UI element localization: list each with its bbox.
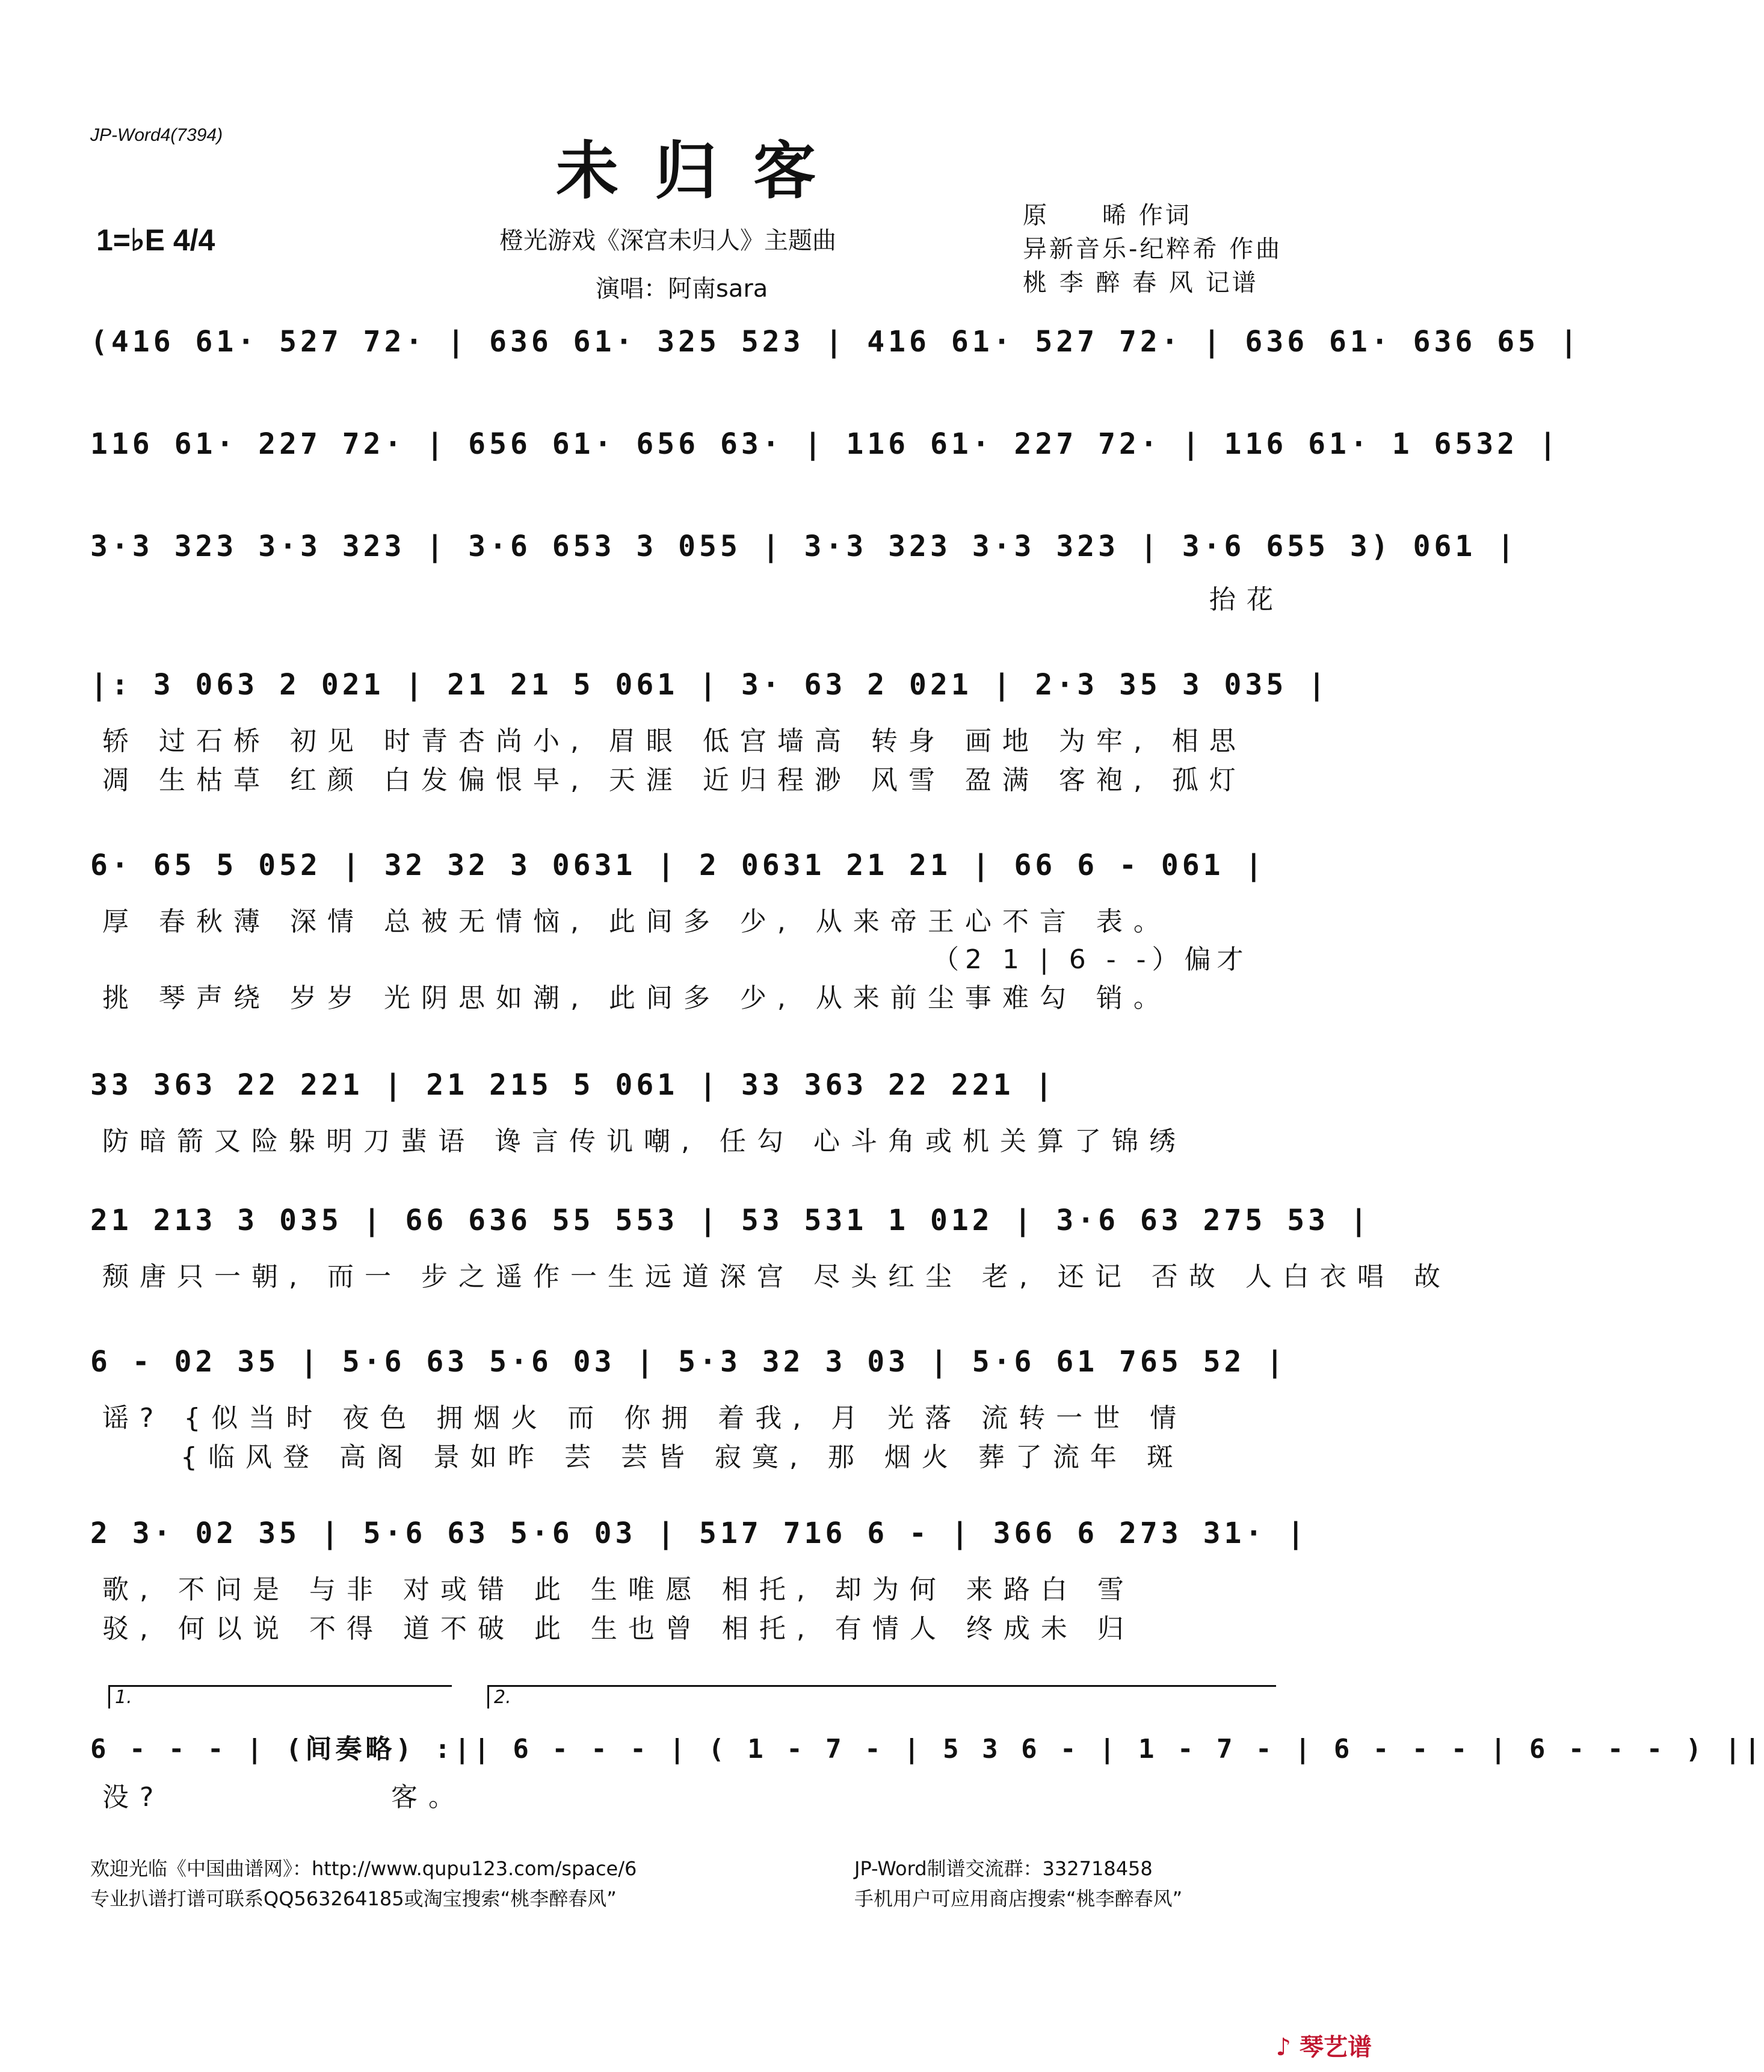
notation-line: 3·3 323 3·3 323 | 3·6 653 3 055 | 3·3 323 3·3 323 | 3·6 655 3) 061 | <box>90 530 1519 563</box>
footer-website: 欢迎光临《中国曲谱网》：http://www.qupu123.com/space/6 <box>90 1857 637 1880</box>
song-subtitle: 橙光游戏《深宫未归人》主题曲 <box>499 227 836 255</box>
notation-line: 33 363 22 221 | 21 215 5 061 | 33 363 22 221 | <box>90 1068 1056 1102</box>
lyric-line-verse-2: {临风登 高阁 景如昨 芸 芸皆 寂寞, 那 烟火 葬了流年 斑 <box>180 1442 1184 1473</box>
lyric-line-verse-1: 谣? {似当时 夜色 拥烟火 而 你拥 着我, 月 光落 流转一世 情 <box>102 1403 1188 1433</box>
notation-line: 6 - - - | (间奏略) :|| 6 - - - | ( 1 - 7 - | 5 3 6 - | 1 - 7 - | 6 - - - | 6 - - - ) || <box>90 1734 1764 1764</box>
brand-logo <box>1276 2028 1372 2062</box>
software-version: JP-Word4(7394) <box>90 125 223 145</box>
transcriber-credit: 桃 李 醉 春 风 记谱 <box>1023 269 1259 297</box>
volta-bracket-2: 2. <box>487 1685 1276 1709</box>
brand-icon: ♪ <box>1275 2033 1292 2061</box>
lyric-line: 防暗箭又险躲明刀蜚语 谗言传讥嘲, 任勾 心斗角或机关算了锦绣 <box>102 1126 1186 1157</box>
song-title: 未归客 <box>555 134 852 208</box>
lyric-ending-2: 客。 <box>391 1782 466 1813</box>
lyric-line-verse-2: 驳, 何以说 不得 道不破 此 生也曾 相托, 有情人 终成未 归 <box>102 1613 1135 1644</box>
lyric-line: 抬花 <box>1209 584 1284 615</box>
singer-credit: 演唱：阿南sara <box>596 275 768 303</box>
notation-line: 2 3· 02 35 | 5·6 63 5·6 03 | 517 716 6 - | 366 6 273 31· | <box>90 1517 1309 1550</box>
notation-line: 6 - 02 35 | 5·6 63 5·6 03 | 5·3 32 3 03 | 5·6 61 765 52 | <box>90 1345 1288 1379</box>
notation-line: 116 61· 227 72· | 656 61· 656 63· | 116 61· 227 72· | 116 61· 1 6532 | <box>90 427 1560 461</box>
brand-name: 琴艺谱 <box>1300 2033 1372 2061</box>
credits-block <box>1023 199 1282 300</box>
notation-line: 6· 65 5 052 | 32 32 3 0631 | 2 0631 21 21 | 66 6 - 061 | <box>90 849 1266 882</box>
footer-app-hint: 手机用户可应用商店搜索“桃李醉春风” <box>854 1887 1183 1910</box>
footer-contact: 专业扒谱打谱可联系QQ563264185或淘宝搜索“桃李醉春风” <box>90 1887 617 1910</box>
footer-group: JP-Word制谱交流群：332718458 <box>854 1857 1153 1880</box>
lyric-line-verse-1: 轿 过石桥 初见 时青杏尚小, 眉眼 低宫墙高 转身 画地 为牢, 相思 <box>102 726 1247 756</box>
volta-bracket-1: 1. <box>108 1685 452 1709</box>
lyric-line-verse-2: 挑 琴声绕 岁岁 光阴思如潮, 此间多 少, 从来前尘事难勾 销。 <box>102 983 1171 1013</box>
lyric-pickup-line: （2 1 | 6 - -）偏才 <box>933 944 1250 975</box>
notation-line: |: 3 063 2 021 | 21 21 5 061 | 3· 63 2 021 | 2·3 35 3 035 | <box>90 668 1330 702</box>
footer-right <box>854 1854 1182 1914</box>
lyric-line-verse-1: 厚 春秋薄 深情 总被无情恼, 此间多 少, 从来帝王心不言 表。 <box>102 906 1171 937</box>
lyric-line-verse-2: 凋 生枯草 红颜 白发偏恨早, 天涯 近归程渺 风雪 盈满 客袍, 孤灯 <box>102 765 1247 796</box>
footer-left <box>90 1854 637 1914</box>
lyric-line: 颓唐只一朝, 而一 步之遥作一生远道深宫 尽头红尘 老, 还记 否故 人白衣唱 故 <box>102 1261 1451 1292</box>
lyric-line-verse-1: 歌, 不问是 与非 对或错 此 生唯愿 相托, 却为何 来路白 雪 <box>102 1574 1135 1605</box>
composer-credit: 异新音乐-纪粹希 作曲 <box>1023 235 1283 263</box>
lyricist-credit: 原 晞 作词 <box>1023 202 1192 229</box>
notation-line: (416 61· 527 72· | 636 61· 325 523 | 416 61· 527 72· | 636 61· 636 65 | <box>90 325 1581 359</box>
lyric-ending-1: 没? <box>102 1782 165 1813</box>
key-signature: 1=♭E 4/4 <box>96 223 215 257</box>
notation-line: 21 213 3 035 | 66 636 55 553 | 53 531 1 012 | 3·6 63 275 53 | <box>90 1204 1371 1237</box>
